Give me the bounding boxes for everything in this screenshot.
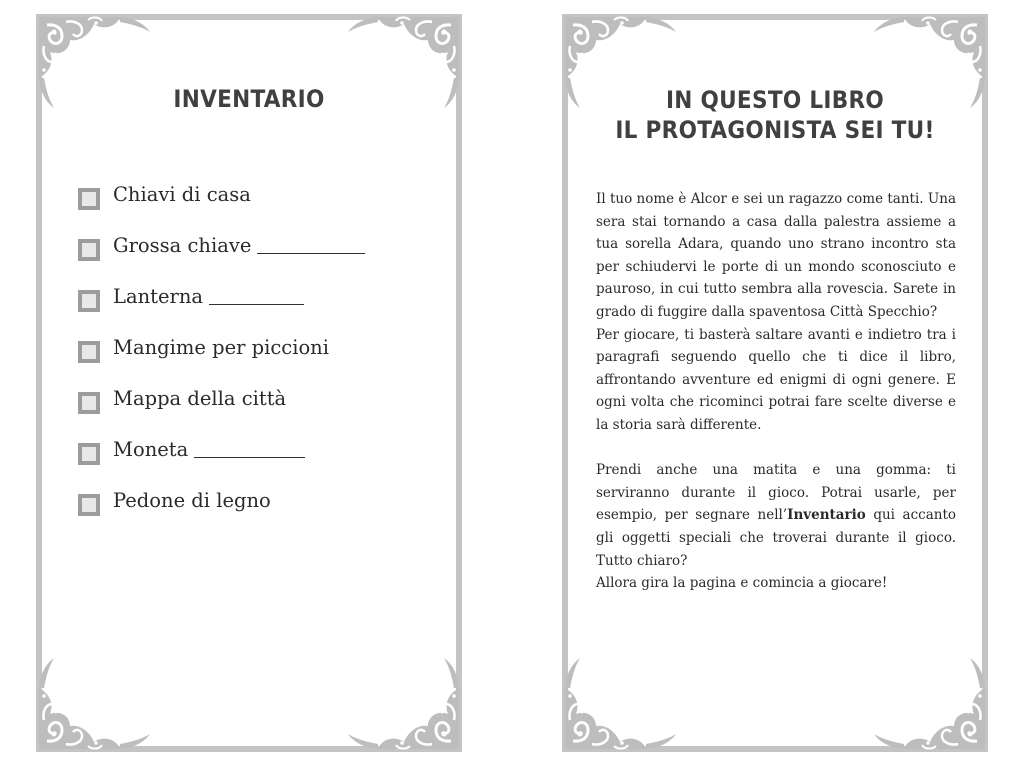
- inventory-item-label: Chiavi di casa: [113, 183, 251, 206]
- intro-title-line2: IL PROTAGONISTA SEI TU!: [615, 116, 935, 144]
- intro-paragraph-text: qui accanto gli oggetti speciali che troverai durante il gioco. Tutto chiaro?: [596, 507, 956, 569]
- inventory-item-label: Mangime per piccioni: [113, 336, 329, 359]
- checkbox[interactable]: [78, 341, 100, 363]
- inventory-title: INVENTARIO: [173, 85, 325, 113]
- checkbox[interactable]: [78, 392, 100, 414]
- write-in-blank-line[interactable]: [209, 282, 304, 305]
- inventory-item-label: Mappa della città: [113, 387, 287, 410]
- checkbox[interactable]: [78, 239, 100, 261]
- corner-ornament-bottom-right: [874, 658, 985, 749]
- inventory-item-label: Grossa chiave: [113, 234, 252, 257]
- inventory-list: [78, 180, 365, 537]
- inventory-item: [78, 231, 365, 282]
- intro-page: [562, 14, 988, 752]
- checkbox[interactable]: [78, 188, 100, 210]
- checkbox[interactable]: [78, 443, 100, 465]
- inventory-reference: Inventario: [787, 507, 866, 524]
- inventory-item: [78, 435, 365, 486]
- inventory-item-label: Moneta: [113, 438, 189, 461]
- inventory-page: [36, 14, 462, 752]
- inventory-item: [78, 384, 365, 435]
- intro-text-block: [596, 188, 956, 595]
- inventory-item: [78, 180, 365, 231]
- intro-title-line1: IN QUESTO LIBRO: [665, 86, 885, 114]
- checkbox[interactable]: [78, 494, 100, 516]
- intro-paragraph: [596, 459, 956, 572]
- intro-title: [562, 85, 988, 145]
- intro-paragraph: Allora gira la pagina e comincia a giocare!: [596, 575, 888, 592]
- write-in-blank-line[interactable]: [257, 231, 365, 254]
- corner-ornament-bottom-right: [348, 658, 459, 749]
- checkbox[interactable]: [78, 290, 100, 312]
- inventory-item: [78, 282, 365, 333]
- corner-ornament-bottom-left: [565, 658, 676, 749]
- inventory-item-label: Lanterna: [113, 285, 204, 308]
- inventory-item: [78, 333, 365, 384]
- corner-ornament-bottom-left: [39, 658, 150, 749]
- inventory-item-label: Pedone di legno: [113, 489, 271, 512]
- intro-paragraph: Per giocare, ti basterà saltare avanti e indietro tra i paragrafi seguendo quello che ti dice il libro, affrontando avventure ed enigmi di ogni genere. E ogni volta che ricominci potrai fare scelte diverse e la storia sarà differente.: [596, 326, 956, 433]
- intro-paragraph: Il tuo nome è Alcor e sei un ragazzo come tanti. Una sera stai tornando a casa dalla palestra assieme a tua sorella Adara, quando uno strano incontro sta per schiudervi le porte di un mondo sconosciuto e pauroso, in cui tutto sembra alla rovescia. Sarete in grado di fuggire dalla spaventosa Città Specchio?: [596, 191, 956, 320]
- write-in-blank-line[interactable]: [194, 435, 305, 458]
- intro-paragraph-text: Prendi anche una matita e una gomma: ti serviranno durante il gioco. Potrai usarle, per esempio, per segnare nell’: [596, 462, 956, 524]
- inventory-item: [78, 486, 365, 537]
